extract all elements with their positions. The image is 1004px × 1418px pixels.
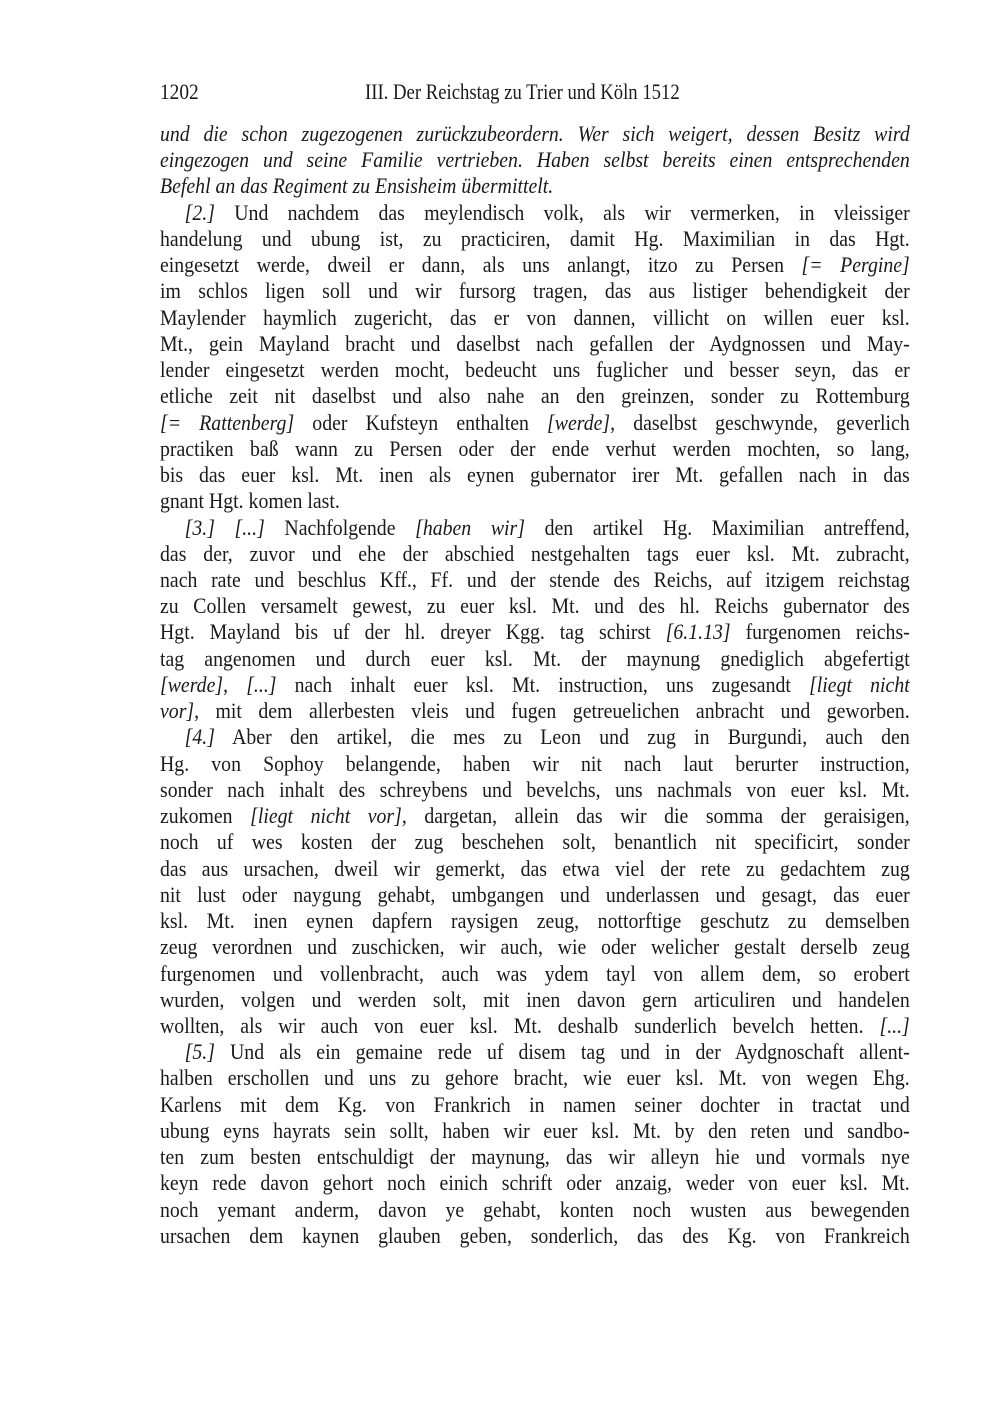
paragraph-first-line [160, 724, 910, 750]
text-segment: oder Kufsteyn enthalten [294, 409, 548, 435]
text-segment: handelung und ubung ist, zu practiciren, damit Hg. Maximilian in das Hgt. [160, 225, 910, 251]
text-line [160, 777, 910, 803]
text-segment: eingesetzt werde, dweil er dann, als uns anlangt, itzo zu Persen [160, 252, 802, 278]
text-segment: noch uf wes kosten der zug beschehen solt, benantlich nit specificirt, sonder [160, 829, 910, 855]
paragraph-first-line [160, 515, 910, 541]
text-line [160, 252, 910, 278]
text-segment: noch yemant anderm, davon ye gehabt, konten noch wusten aus bewegenden [160, 1196, 910, 1222]
text-segment: Mt., gein Mayland bracht und daselbst nach gefallen der Aydgnossen und May- [160, 330, 910, 356]
text-segment: Karlens mit dem Kg. von Frankrich in namen seiner dochter in tractat und [160, 1091, 910, 1117]
italic-text: [6.1.13] [665, 619, 731, 645]
paragraph-first-line [160, 200, 910, 226]
text-segment: practiken baß wann zu Persen oder der ende verhut werden mochten, so lang, [160, 435, 910, 461]
text-line [160, 305, 910, 331]
running-title: III. Der Reichstag zu Trier und Köln 1512 [365, 79, 680, 104]
text-line [160, 1013, 910, 1039]
text-line [160, 278, 910, 304]
text-line [160, 856, 910, 882]
italic-text: [= Pergine] [801, 252, 910, 278]
italic-text: vor] [160, 698, 195, 724]
text-line [160, 147, 910, 173]
text-line [160, 672, 910, 698]
italic-text: [...] [879, 1012, 910, 1038]
text-segment: wollten, als wir auch von euer ksl. Mt. deshalb sunderlich bevelch hetten. [160, 1012, 880, 1038]
text-segment: Hgt. Mayland bis uf der hl. dreyer Kgg. tag schirst [160, 619, 666, 645]
italic-text: und die schon zugezogenen zurückzubeordern. Wer sich weigert, dessen Besitz wird [160, 121, 910, 146]
text-line [160, 961, 910, 987]
text-line [160, 1197, 910, 1223]
text-segment: ursachen dem kaynen glauben geben, sonderlich, das des Kg. von Frankreich [160, 1222, 910, 1248]
text-line [160, 383, 910, 409]
text-segment: Nachfolgende [264, 514, 416, 540]
text-line [160, 1065, 910, 1091]
text-segment: den artikel Hg. Maximilian antreffend, [524, 514, 910, 540]
italic-text: [4.] [184, 724, 215, 750]
text-line [160, 226, 910, 252]
text-segment: , [223, 671, 247, 697]
text-line [160, 987, 910, 1013]
text-line [160, 410, 910, 436]
italic-text: eingezogen und seine Familie vertrieben. Haben selbst bereits einen entsprechenden [160, 147, 910, 173]
page-number: 1202 [160, 79, 199, 104]
italic-text: [haben wir] [415, 514, 525, 540]
text-line [160, 488, 910, 514]
text-segment: , daselbst geschwynde, geverlich [610, 409, 910, 435]
text-segment: , dargetan, allein das wir die somma der geraisigen, [401, 803, 910, 829]
text-segment: furgenomen reichs- [730, 619, 910, 645]
text-segment: etliche zeit nit daselbst und also nahe an den greinzen, sonder zu Rottemburg [160, 383, 910, 409]
text-line [160, 751, 910, 777]
text-segment: keyn rede davon gehort noch einich schrift oder anzaig, weder von euer ksl. Mt. [160, 1170, 910, 1196]
text-segment: Und nachdem das meylendisch volk, als wir vermerken, in vleissiger [214, 199, 910, 225]
text-segment: bis das euer ksl. Mt. inen als eynen gubernator irer Mt. gefallen nach in das [160, 462, 910, 488]
text-line [160, 698, 910, 724]
text-line [160, 619, 910, 645]
text-line [160, 1092, 910, 1118]
text-segment: ksl. Mt. inen eynen dapfern raysigen zeug, nottorftige geschutz zu demselben [160, 908, 910, 934]
text-line [160, 541, 910, 567]
text-line [160, 1144, 910, 1170]
text-segment: Und als ein gemaine rede uf disem tag und in der Aydgnoschaft allent- [214, 1039, 910, 1065]
text-line [160, 121, 910, 147]
italic-text: [= Rattenberg] [160, 409, 295, 435]
italic-text: [werde] [160, 671, 224, 697]
italic-text: [...] [246, 671, 277, 697]
text-segment: sonder nach inhalt des schreybens und bevelchs, uns nachmals von euer ksl. Mt. [160, 776, 910, 802]
text-line [160, 567, 910, 593]
text-line [160, 331, 910, 357]
text-segment: tag angenomen und durch euer ksl. Mt. der maynung gnediglich abgefertigt [160, 645, 910, 671]
text-segment: nach rate und beschlus Kff., Ff. und der stende des Reichs, auf itzigem reichstag [160, 566, 910, 592]
text-segment: wurden, volgen und werden solt, mit inen davon gern articuliren und handelen [160, 986, 910, 1012]
text-line [160, 934, 910, 960]
text-segment: Aber den artikel, die mes zu Leon und zug in Burgundi, auch den [214, 724, 910, 750]
text-segment: furgenomen und vollenbracht, auch was ydem tayl von allem dem, so erobert [160, 960, 910, 986]
text-segment: Maylender haymlich zugericht, das er von dannen, villicht on willen euer ksl. [160, 304, 910, 330]
text-line [160, 829, 910, 855]
text-segment: lender eingesetzt werden mocht, bedeucht uns fuglicher und besser seyn, das er [160, 357, 910, 383]
italic-text: [liegt nicht vor] [250, 803, 402, 829]
italic-text: [5.] [184, 1039, 215, 1065]
document-body [160, 121, 910, 1249]
italic-text: Befehl an das Regiment zu Ensisheim übermittelt. [160, 173, 554, 199]
text-segment: ten zum besten entschuldigt der maynung, das wir alleyn hie und vormals nye [160, 1144, 910, 1170]
text-segment: halben erschollen und uns zu gehore bracht, wie euer ksl. Mt. von wegen Ehg. [160, 1065, 910, 1091]
text-line [160, 803, 910, 829]
italic-text: [2.] [184, 199, 215, 225]
page-header [160, 79, 910, 107]
text-line [160, 908, 910, 934]
text-segment: , mit dem allerbesten vleis und fugen getreuelichen anbracht und geworben. [194, 698, 910, 724]
text-segment: nit lust oder naygung gehabt, umbgangen und underlassen und gesagt, das euer [160, 881, 910, 907]
text-segment: zu Collen versamelt gewest, zu euer ksl. Mt. und des hl. Reichs gubernator des [160, 593, 910, 619]
text-line [160, 462, 910, 488]
text-segment: zeug verordnen und zuschicken, wir auch, wie oder welicher gestalt derselb zeug [160, 934, 910, 960]
italic-text: [liegt nicht [809, 671, 910, 697]
text-line [160, 1118, 910, 1144]
text-line [160, 593, 910, 619]
text-segment: nach inhalt euer ksl. Mt. instruction, uns zugesandt [276, 671, 810, 697]
text-segment: zukomen [160, 803, 251, 829]
text-segment: das der, zuvor und ehe der abschied nestgehalten tags euer ksl. Mt. zubracht, [160, 540, 910, 566]
text-line [160, 1170, 910, 1196]
text-line [160, 646, 910, 672]
text-line [160, 173, 910, 199]
text-line [160, 1223, 910, 1249]
paragraph-first-line [160, 1039, 910, 1065]
italic-text: [3.] [...] [184, 514, 265, 540]
text-line [160, 357, 910, 383]
text-segment: das aus ursachen, dweil wir gemerkt, das etwa viel der rete zu gedachtem zug [160, 855, 910, 881]
text-segment: gnant Hgt. komen last. [160, 488, 340, 514]
text-segment: ubung eyns hayrats sein sollt, haben wir euer ksl. Mt. by den reten und sandbo- [160, 1117, 910, 1143]
text-segment: Hg. von Sophoy belangende, haben wir nit nach laut berurter instruction, [160, 750, 910, 776]
text-line [160, 882, 910, 908]
italic-text: [werde] [547, 409, 611, 435]
text-segment: im schlos ligen soll und wir fursorg tragen, das aus listiger behendigkeit der [160, 278, 910, 304]
text-line [160, 436, 910, 462]
